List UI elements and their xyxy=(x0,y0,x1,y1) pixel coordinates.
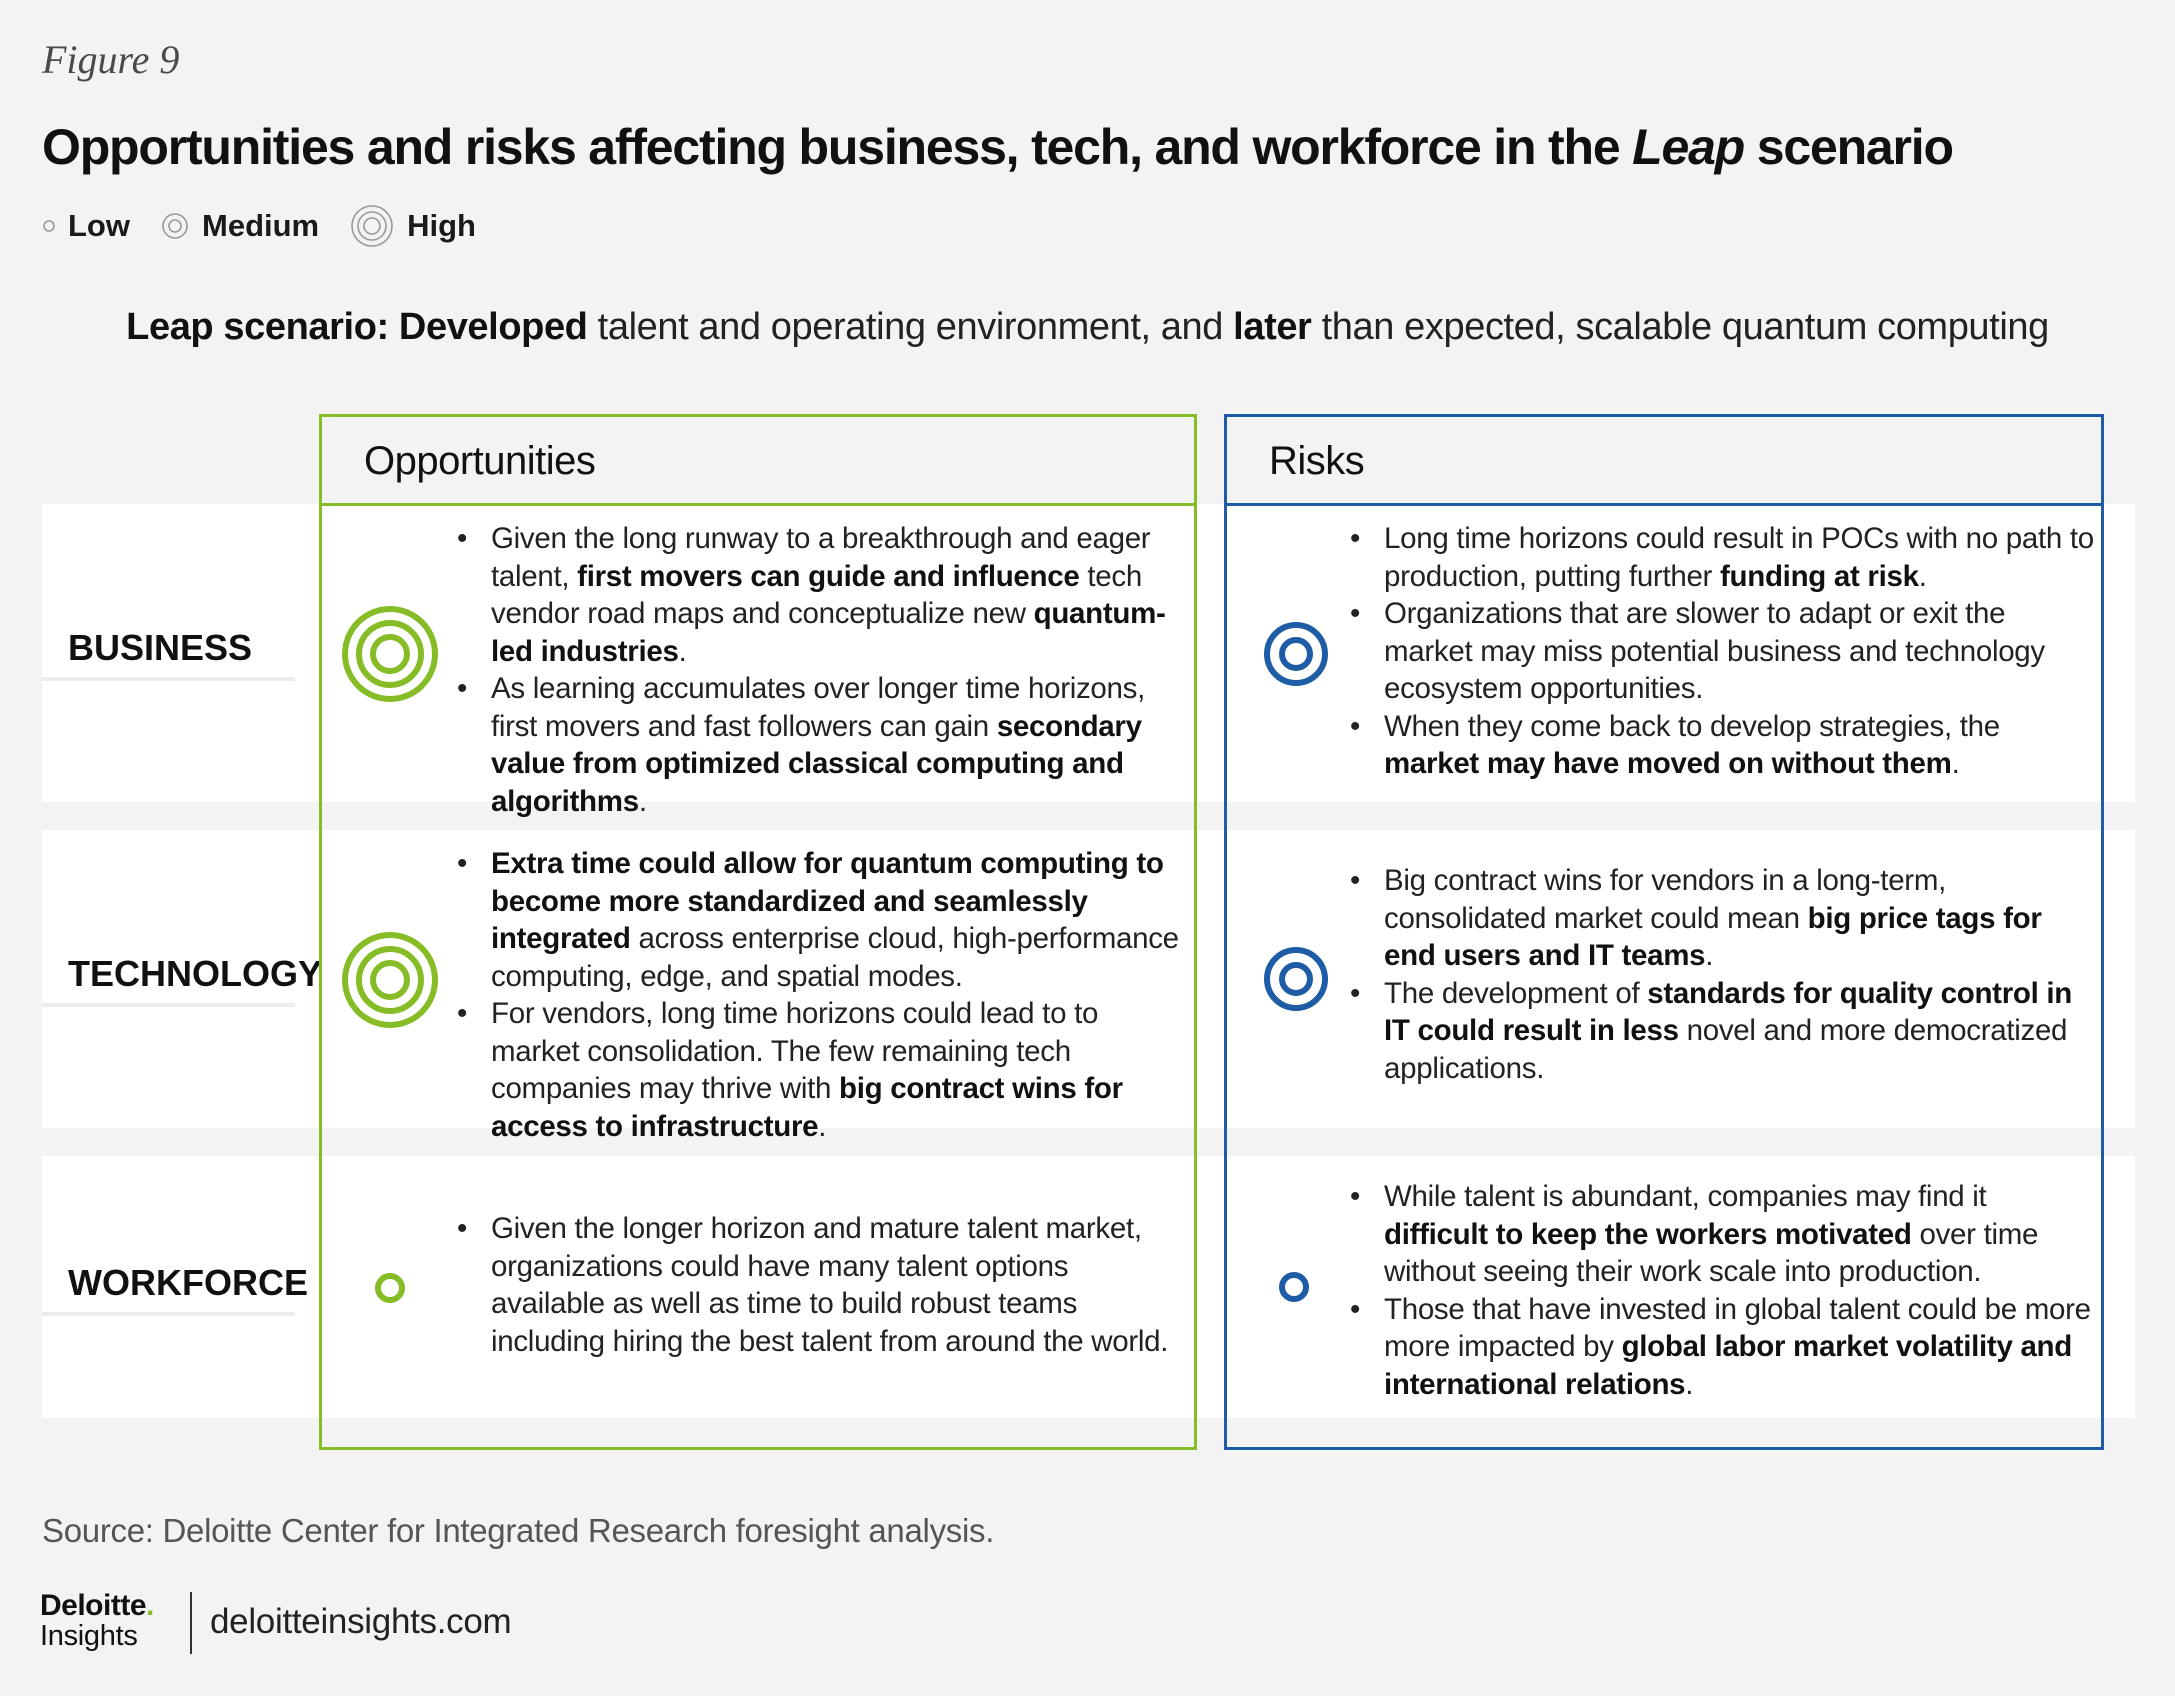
body-text: . xyxy=(638,784,647,818)
body-text: . xyxy=(1951,747,1960,780)
risks-workforce xyxy=(1350,1178,2095,1403)
emphasis-text: big contract wins for access to infrastructure xyxy=(491,1072,1123,1143)
body-text: . xyxy=(1705,939,1714,972)
risk-level-technology xyxy=(1262,945,1330,1018)
body-text: novel and more democratized applications. xyxy=(1384,1014,2068,1085)
scenario-mid: talent and operating environment, and xyxy=(597,306,1223,348)
emphasis-text: funding at risk xyxy=(1719,559,1919,593)
title-tail: scenario xyxy=(1756,119,1953,175)
brand-name: Deloitte xyxy=(40,1589,147,1622)
brand-dot: . xyxy=(146,1589,155,1622)
scenario-subtitle xyxy=(0,306,2175,349)
low-level-icon xyxy=(42,219,56,233)
risk-level-workforce xyxy=(1278,1271,1310,1308)
legend-item-medium xyxy=(160,208,319,244)
body-text: Organizations that are slower to adapt or exit the market may miss potential business and technology ecosystem opportunities. xyxy=(1384,597,2045,705)
list-item xyxy=(457,1210,1187,1360)
body-text: As learning accumulates over longer time horizons, first movers and fast followers can gain xyxy=(491,672,1145,743)
body-text: tech vendor road maps and conceptualize new xyxy=(491,559,1142,630)
list-item xyxy=(1350,520,2095,595)
body-text: . xyxy=(678,634,687,668)
legend-label-high: High xyxy=(407,208,476,243)
low-level-icon xyxy=(374,1272,406,1304)
body-text: . xyxy=(1685,1367,1694,1401)
opportunity-level-technology xyxy=(340,930,440,1035)
scenario-tail: than expected, scalable quantum computing xyxy=(1321,306,2049,348)
list-item xyxy=(1350,1178,2095,1291)
legend-label-low: Low xyxy=(68,208,130,243)
bullet-list xyxy=(1350,520,2095,783)
body-text: Those that have invested in global talent could be more more impacted by xyxy=(1384,1292,2091,1363)
legend-label-medium: Medium xyxy=(202,208,320,243)
emphasis-text: secondary value from optimized classical computing and algorithms xyxy=(491,709,1142,818)
row-label-technology: TECHNOLOGY xyxy=(42,953,295,1007)
scenario-prefix: Leap scenario: Developed xyxy=(126,306,588,348)
body-text: Big contract wins for vendors in a long-term, consolidated market could mean xyxy=(1384,864,1946,935)
risks-technology xyxy=(1350,862,2095,1087)
body-text: Long time horizons could result in POCs with no path to production, putting further xyxy=(1384,522,2094,593)
figure-label: Figure 9 xyxy=(42,37,180,82)
emphasis-text: big price tags for end users and IT teams xyxy=(1384,901,2042,972)
risks-business xyxy=(1350,520,2095,783)
emphasis-text: first movers can guide and influence xyxy=(577,559,1080,593)
emphasis-text: quantum-led industries xyxy=(491,597,1166,668)
opportunities-technology xyxy=(457,845,1187,1145)
opportunity-level-business xyxy=(340,604,440,709)
deloitte-logo xyxy=(40,1590,154,1652)
body-text: across enterprise cloud, high-performance computing, edge, and spatial modes. xyxy=(491,922,1179,993)
low-level-icon xyxy=(1278,1271,1310,1303)
title-main: Opportunities and risks affecting business, tech, and workforce in the xyxy=(42,119,1620,175)
emphasis-text: Extra time could allow for quantum computing to become more standardized and seamlessly integrated xyxy=(491,847,1164,955)
opportunity-level-workforce xyxy=(374,1272,406,1309)
emphasis-text: difficult to keep the workers motivated xyxy=(1384,1217,1912,1251)
list-item xyxy=(1350,1291,2095,1404)
opportunities-business xyxy=(457,520,1187,820)
list-item xyxy=(457,845,1187,995)
list-item xyxy=(457,670,1187,820)
risks-header: Risks xyxy=(1227,417,2101,506)
body-text: The development of xyxy=(1384,976,1648,1010)
figure-title xyxy=(42,118,2142,176)
bullet-list xyxy=(1350,1178,2095,1403)
bullet-list xyxy=(457,1210,1187,1360)
list-item xyxy=(1350,595,2095,708)
body-text: While talent is abundant, companies may find it xyxy=(1384,1180,1987,1213)
high-level-icon xyxy=(349,203,395,249)
brand-url-link[interactable]: deloitteinsights.com xyxy=(210,1602,512,1641)
body-text: For vendors, long time horizons could lead to to market consolidation. The few remaining tech companies may thrive with xyxy=(491,997,1099,1105)
body-text: Given the long runway to a breakthrough and eager talent, xyxy=(491,522,1151,593)
body-text: . xyxy=(818,1109,827,1143)
body-text: When they come back to develop strategies, the xyxy=(1384,709,2000,743)
body-text: Given the longer horizon and mature talent market, organizations could have many talent options available as well as time to build robust teams including hiring the best talent from around the world. xyxy=(491,1212,1169,1358)
brand-divider xyxy=(190,1592,192,1654)
bullet-list xyxy=(1350,862,2095,1087)
legend-item-high xyxy=(349,203,476,249)
high-level-icon xyxy=(340,930,440,1030)
emphasis-text: standards for quality control in IT could result in less xyxy=(1384,976,2072,1047)
source-note: Source: Deloitte Center for Integrated Research foresight analysis. xyxy=(42,1512,995,1549)
list-item xyxy=(1350,975,2095,1088)
title-italic: Leap xyxy=(1632,119,1745,175)
legend xyxy=(42,204,506,248)
high-level-icon xyxy=(340,604,440,704)
list-item xyxy=(457,995,1187,1145)
opportunities-workforce xyxy=(457,1210,1187,1360)
emphasis-text: market may have moved on without them xyxy=(1384,747,1952,780)
opportunities-header: Opportunities xyxy=(322,417,1194,506)
bullet-list xyxy=(457,845,1187,1145)
medium-level-icon xyxy=(1262,620,1330,688)
body-text: . xyxy=(1918,559,1927,593)
bullet-list xyxy=(457,520,1187,820)
medium-level-icon xyxy=(1262,945,1330,1013)
list-item xyxy=(1350,708,2095,783)
emphasis-text: global labor market volatility and international relations xyxy=(1384,1330,2072,1401)
brand-sub: Insights xyxy=(40,1620,138,1652)
row-label-workforce: WORKFORCE xyxy=(42,1262,295,1316)
risk-level-business xyxy=(1262,620,1330,693)
medium-level-icon xyxy=(160,211,190,241)
scenario-bold: later xyxy=(1233,306,1312,348)
legend-item-low xyxy=(42,208,130,244)
list-item xyxy=(457,520,1187,670)
row-label-business: BUSINESS xyxy=(42,627,295,681)
list-item xyxy=(1350,862,2095,975)
body-text: over time without seeing their work scale into production. xyxy=(1384,1217,2039,1288)
